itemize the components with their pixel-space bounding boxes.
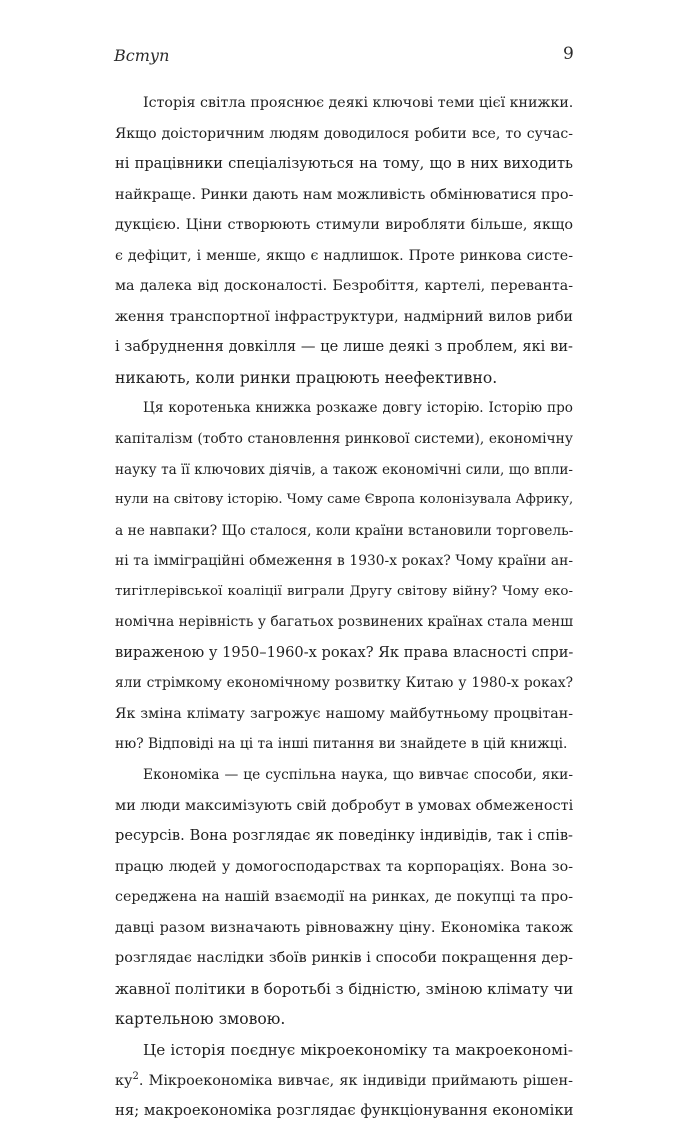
- text-line: ми люди максимізують свій добробут в умовах обмеженості: [115, 797, 574, 814]
- text-line: і забруднення довкілля — це лише деякі з проблем, які ви-: [115, 338, 573, 356]
- page-number: 9: [563, 44, 574, 64]
- text-line: ма далека від досконалості. Безробіття, картелі, перевантa-: [115, 278, 573, 295]
- text-line: ню? Відповіді на ці та інші питання ви знайдете в цій книжці.: [115, 736, 568, 753]
- text-line: ні та імміграційні обмеження в 1930-х роках? Чому країни ан-: [115, 553, 573, 570]
- text-line: розглядає наслідки збоїв ринків і способи покращення дер-: [115, 950, 573, 967]
- text-line: ресурсів. Вона розглядає як поведінку індивідів, так і спів-: [115, 827, 573, 845]
- text-line: а не навпаки? Що сталося, коли країни встановили торговель-: [115, 522, 574, 539]
- text-fragment: ку: [115, 1072, 133, 1089]
- text-line: Історія світла прояснює деякі ключові теми цієї книжки.: [143, 95, 574, 111]
- text-line: номічна нерівність у багатьох розвинених країнах стала менш: [115, 614, 574, 631]
- text-line: нули на світову історію. Чому саме Європа колонізувала Африку,: [115, 492, 574, 508]
- text-line: середжена на нашій взаємодії на ринках, де покупці та про-: [115, 889, 573, 906]
- text-line: Ця коротенька книжка розкаже довгу історію. Історію про: [143, 400, 573, 417]
- text-line: Це історія поєднує мікроекономіку та макроекономі-: [143, 1040, 573, 1059]
- text-line: Якщо доісторичним людям доводилося робити все, то сучас-: [115, 125, 573, 142]
- text-line: картельною змовою.: [115, 1010, 286, 1029]
- text-line: Як зміна клімату загрожує нашому майбутньому процвітан-: [115, 705, 573, 722]
- text-line: Економіка — це суспільна наука, що вивчає способи, яки-: [143, 767, 573, 784]
- running-head: Вступ: [114, 46, 170, 65]
- text-line-with-footnote: ку$^2$. Мікроекономіка вивчає, як індивіди приймають рішен-: [115, 1070, 573, 1089]
- text-line: вираженою у 1950–1960-х роках? Як права власності спри-: [115, 643, 574, 661]
- text-line: працю людей у домогосподарствах та корпораціях. Вона зо-: [115, 858, 573, 875]
- body-text: [115, 88, 573, 1127]
- text-line: давці разом визначають рівноважну ціну. Економіка також: [115, 919, 573, 936]
- text-line: яли стрімкому економічному розвитку Китаю у 1980-х роках?: [115, 675, 573, 692]
- footnote-marker[interactable]: 2: [132, 1070, 139, 1082]
- text-line: ні працівники спеціалізуються на тому, що в них виходить: [115, 155, 573, 173]
- text-line: ня; макроекономіка розглядає функціонування економіки: [115, 1102, 574, 1120]
- text-line: тигітлерівської коаліції виграли Другу світову війну? Чому еко-: [115, 583, 573, 599]
- text-line: дукцією. Ціни створюють стимули виробляти більше, якщо: [115, 217, 573, 234]
- text-line: капіталізм (тобто становлення ринкової системи), економічну: [115, 431, 573, 448]
- text-line: никають, коли ринки працюють неефективно.: [115, 368, 498, 387]
- text-fragment: Мікроекономіка вивчає, як індивіди приймають рішен-: [148, 1072, 573, 1089]
- text-line: є дефіцит, і менше, якщо є надлишок. Проте ринкова систе-: [115, 247, 573, 264]
- text-line: жавної політики в боротьбі з бідністю, зміною клімату чи: [115, 979, 574, 998]
- text-line: ження транспортної інфраструктури, надмірний вилов риби: [115, 308, 573, 325]
- text-line: науку та її ключових діячів, а також економічні сили, що впли-: [115, 461, 573, 478]
- text-line: найкраще. Ринки дають нам можливість обмінюватися про-: [115, 186, 574, 203]
